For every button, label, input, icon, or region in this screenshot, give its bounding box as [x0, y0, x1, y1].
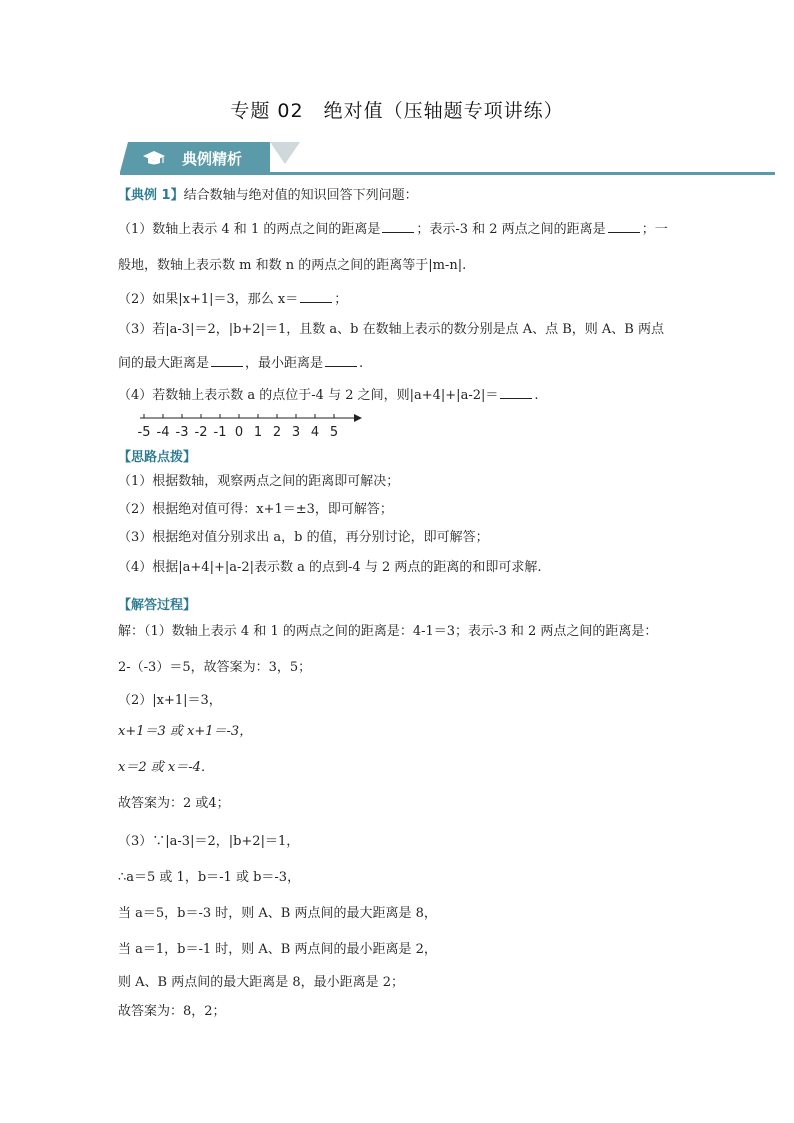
solution-line: x+1＝3 或 x+1＝-3， [118, 724, 253, 739]
solution-line: 解：（1）数轴上表示 4 和 1 的两点之间的距离是：4-1＝3；表示-3 和 2 两点之间的距离是： [118, 624, 658, 639]
answer-blank [325, 354, 357, 367]
solution-line: 则 A、B 两点间的最大距离是 8，最小距离是 2； [118, 975, 405, 990]
number-line-label: 4 [310, 425, 320, 440]
number-line-label: -1 [213, 425, 227, 440]
solution-line: （2）|x+1|＝3， [118, 693, 222, 708]
solution-line: ∴a＝5 或 1，b＝-1 或 b＝-3， [118, 870, 301, 885]
number-line-label: -5 [137, 425, 151, 440]
solution-tag: 【解答过程】 [118, 598, 197, 613]
solution-line: 故答案为：8，2； [118, 1004, 226, 1019]
number-line-label: -4 [156, 425, 170, 440]
arrow-icon [354, 414, 362, 422]
answer-blank [382, 220, 414, 233]
question-3-text-b: 间的最大距离是 [118, 356, 210, 371]
solution-line: 2-（-3）＝5，故答案为：3，5； [118, 660, 312, 675]
section-banner-label: 典例精析 [182, 150, 243, 168]
question-3-text-d: . [359, 356, 364, 371]
question-1-line [118, 220, 668, 238]
question-2-line [118, 290, 347, 308]
number-line-label: 0 [234, 425, 244, 440]
question-4-text-b: . [534, 388, 539, 403]
hint-item: （1）根据数轴，观察两点之间的距离即可解决； [118, 474, 400, 489]
number-line-label: -3 [175, 425, 189, 440]
question-2-text-b: ； [334, 292, 348, 307]
question-1-text-a: （1）数轴上表示 4 和 1 的两点之间的距离是 [118, 222, 381, 237]
question-1-text-c: ；一 [641, 222, 668, 237]
graduation-cap-icon [142, 150, 166, 168]
answer-blank [500, 386, 532, 399]
solution-line: 故答案为：2 或4； [118, 796, 230, 811]
hint-item: （3）根据绝对值分别求出 a，b 的值，再分别讨论，即可解答； [118, 530, 489, 545]
question-4-line [118, 386, 539, 404]
question-1-line-2: 般地，数轴上表示数 m 和数 n 的两点之间的距离等于|m-n|. [118, 258, 467, 273]
number-line-label: 3 [291, 425, 301, 440]
hints-tag: 【思路点拨】 [118, 450, 197, 465]
number-line-label: 1 [253, 425, 263, 440]
example-tag: 【典例 1】 [118, 188, 184, 203]
number-line-label: 2 [272, 425, 282, 440]
solution-line: 当 a＝1，b＝-1 时，则 A、B 两点间的最小距离是 2， [118, 942, 437, 957]
example-intro-line [118, 188, 418, 204]
question-2-text-a: （2）如果|x+1|＝3，那么 x＝ [118, 292, 299, 307]
page-title: 专题 02 绝对值（压轴题专项讲练） [230, 100, 564, 122]
answer-blank [608, 220, 640, 233]
solution-line: （3）∵|a-3|＝2，|b+2|＝1， [118, 834, 300, 849]
number-line-label: -2 [194, 425, 208, 440]
question-3-line-2 [118, 354, 363, 372]
question-4-text-a: （4）若数轴上表示数 a 的点位于-4 与 2 之间，则|a+4|+|a-2|＝ [118, 388, 499, 403]
question-1-text-b: ；表示-3 和 2 两点之间的距离是 [416, 222, 606, 237]
question-3-line: （3）若|a-3|＝2，|b+2|＝1，且数 a、b 在数轴上表示的数分别是点 A、点 B，则 A、B 两点 [118, 322, 664, 337]
number-line-label: 5 [329, 425, 339, 440]
hint-item: （2）根据绝对值可得：x+1＝±3，即可解答； [118, 502, 393, 517]
answer-blank [300, 290, 332, 303]
example-intro: 结合数轴与绝对值的知识回答下列问题： [183, 188, 418, 203]
hint-item: （4）根据|a+4|+|a-2|表示数 a 的点到-4 与 2 两点的距离的和即可求解. [118, 560, 542, 575]
solution-line: 当 a＝5，b＝-3 时，则 A、B 两点间的最大距离是 8， [118, 906, 437, 921]
question-3-text-c: ，最小距离是 [245, 356, 324, 371]
answer-blank [211, 354, 243, 367]
number-line [136, 410, 366, 444]
solution-line: x＝2 或 x＝-4． [118, 760, 214, 775]
